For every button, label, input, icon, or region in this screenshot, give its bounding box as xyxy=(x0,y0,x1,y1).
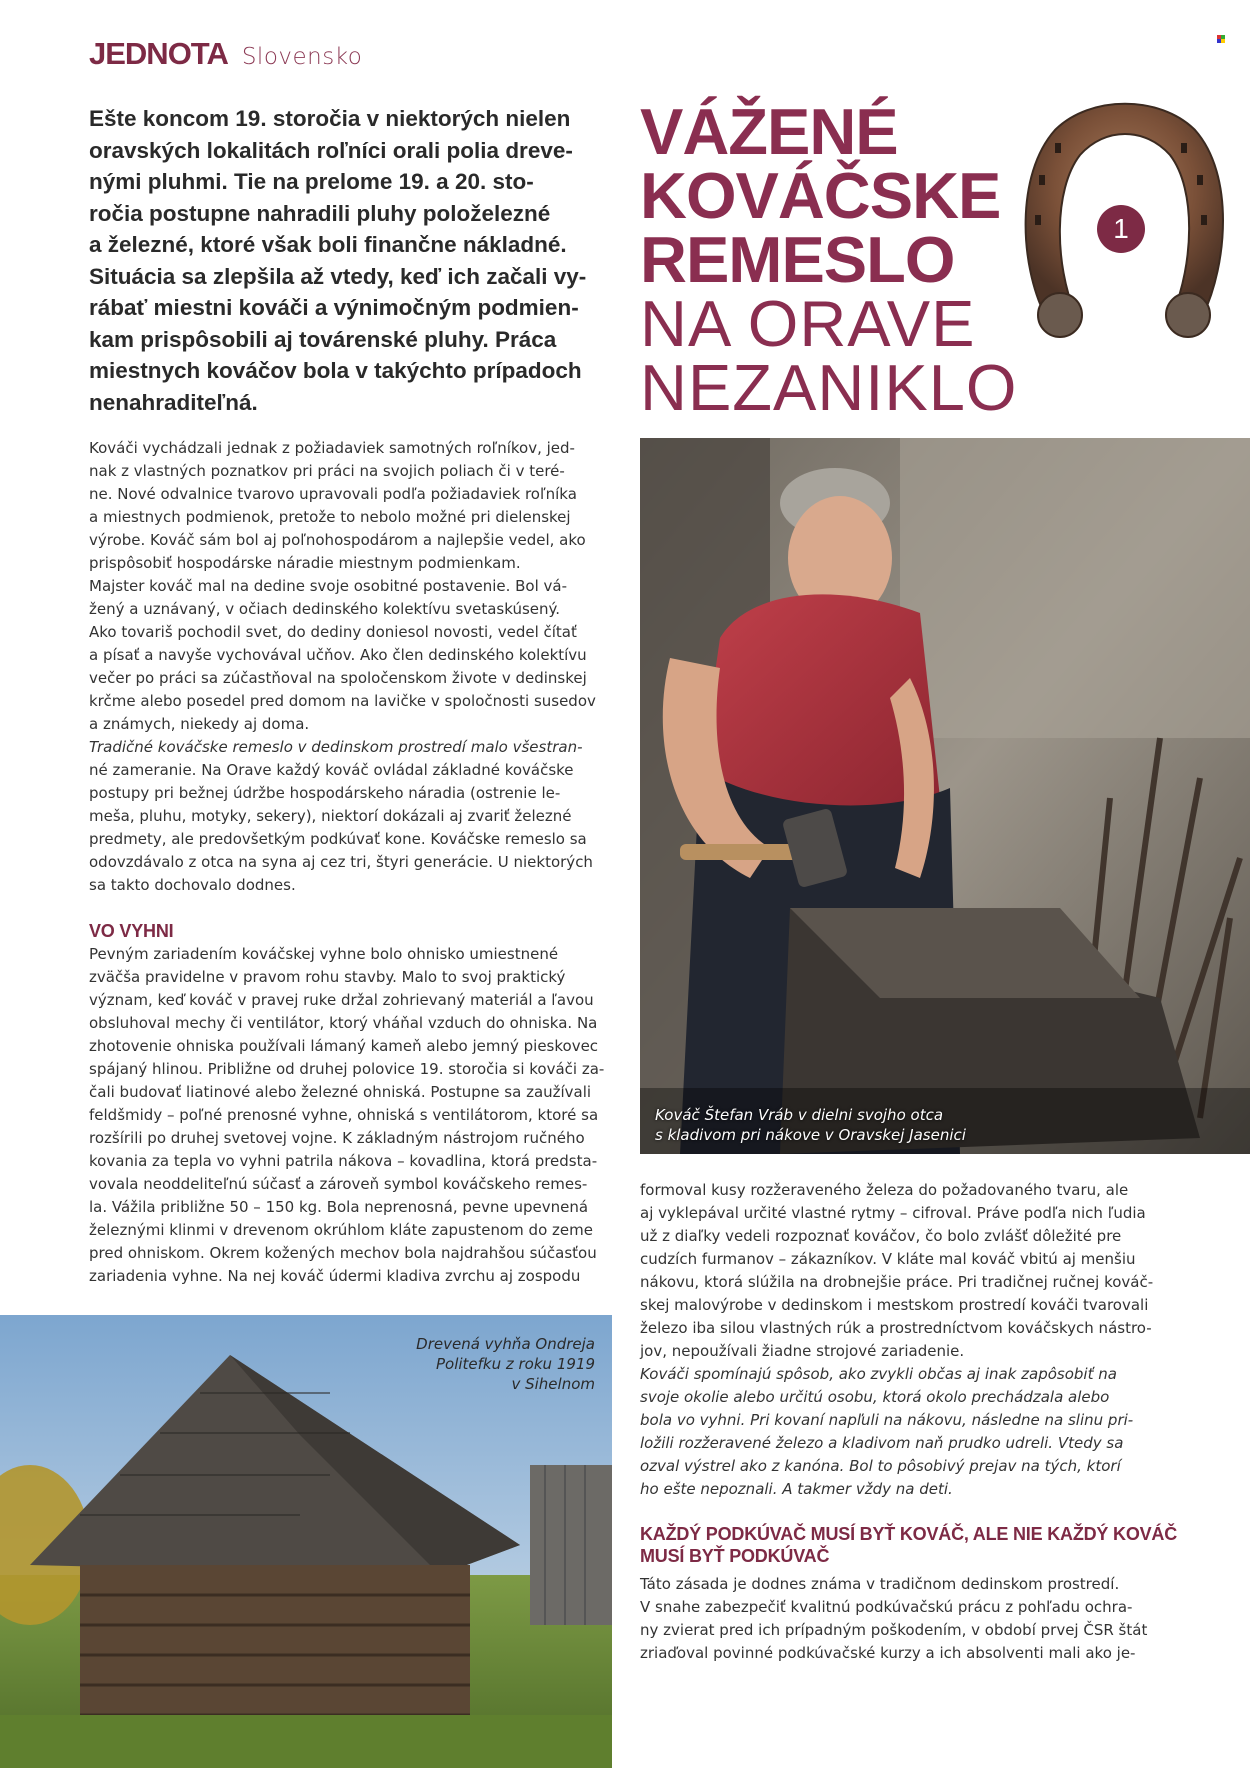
lead-line: nenahraditeľná. xyxy=(89,389,258,415)
body-line: zväčša pravidelne v pravom rohu stavby. Malo to svoj praktický xyxy=(89,968,566,986)
title-line: KOVÁČSKE xyxy=(640,159,1001,232)
blacksmith-photo xyxy=(640,438,1250,1154)
body-line: Tradičné kováčske remeslo v dedinskom prostredí malo všestran- xyxy=(89,738,583,756)
lead-line: nými pluhmi. Tie na prelome 19. a 20. sto- xyxy=(89,169,534,194)
caption-line: v Sihelnom xyxy=(511,1375,595,1393)
subheading-line: MUSÍ BYŤ PODKÚVAČ xyxy=(640,1546,830,1566)
body-line: a písať a navyše vychovával učňov. Ako člen dedinského kolektívu xyxy=(89,646,587,664)
body-line: bola vo vyhni. Pri kovaní napľuli na nákovu, následne na slinu pri- xyxy=(640,1411,1134,1429)
body-line: cudzích furmanov – zákazníkov. V kláte mal kováč vbitú aj menšiu xyxy=(640,1250,1136,1268)
body-line: ho ešte nepoznali. A takmer vždy na deti. xyxy=(640,1480,953,1498)
body-line: Táto zásada je dodnes známa v tradičnom dedinskom prostredí. xyxy=(640,1575,1120,1593)
body-line: Pevným zariadením kováčskej vyhne bolo ohnisko umiestnené xyxy=(89,945,559,963)
body-line: predmety, ale predovšetkým podkúvať kone. Kováčske remeslo sa xyxy=(89,830,587,848)
body-text-col2 xyxy=(640,1179,1162,1501)
body-line: výrobe. Kováč sám bol aj poľnohospodárom a najlepšie vedel, ako xyxy=(89,531,586,549)
article-title xyxy=(640,95,1040,424)
lead-line: a železné, ktoré však boli finančne nákladné. xyxy=(89,232,567,257)
body-line: skej malovýrobe v dedinskom i mestskom prostredí kováči tvarovali xyxy=(640,1296,1149,1314)
body-line: Ako tovariš pochodil svet, do dediny doniesol novosti, vedel čítať xyxy=(89,623,577,641)
body-line: zriaďoval povinné podkúvačské kurzy a ich absolventi mali ako je- xyxy=(640,1644,1136,1662)
lead-paragraph xyxy=(89,103,609,418)
body-line: ny zvierat pred ich prípadným poškodením, v období prvej ČSR štát xyxy=(640,1621,1148,1639)
title-line: NEZANIKLO xyxy=(640,351,1018,424)
body-line: jov, nepoužívali žiadne strojové zariadenie. xyxy=(640,1342,965,1360)
body-line: nákovu, ktorá slúžila na drobnejšie práce. Pri tradičnej ručnej kováč- xyxy=(640,1273,1154,1291)
body-line: odovzdávalo z otca na syna aj cez tri, štyri generácie. U niektorých xyxy=(89,853,593,871)
body-line: krčme alebo posedel pred domom na lavičke v spoločnosti susedov xyxy=(89,692,596,710)
body-line: né zameranie. Na Orave každý kováč ovládal základné kováčske xyxy=(89,761,574,779)
brand-name: JEDNOTA xyxy=(89,36,228,71)
color-dots-icon xyxy=(1217,35,1225,43)
caption-line: Politefku z roku 1919 xyxy=(435,1355,595,1373)
body-line: ne. Nové odvalnice tvarovo upravovali podľa požiadaviek roľníka xyxy=(89,485,577,503)
lead-line: Situácia sa zlepšila až vtedy, keď ich začali vy- xyxy=(89,263,587,289)
body-line: a známych, niekedy aj doma. xyxy=(89,715,310,733)
body-line: Kováči spomínajú spôsob, ako zvykli občas aj inak zapôsobiť na xyxy=(640,1365,1117,1383)
body-line: prispôsobiť hospodárske náradie miestnym podmienkam. xyxy=(89,554,521,572)
lead-line: kam prispôsobili aj továrenské pluhy. Práca xyxy=(89,326,557,352)
body-line: sa takto dochovalo dodnes. xyxy=(89,876,296,894)
body-line: formoval kusy rozžeraveného železa do požadovaného tvaru, ale xyxy=(640,1181,1129,1199)
body-text-col2b xyxy=(640,1573,1162,1665)
body-line: V snahe zabezpečiť kvalitnú podkúvačskú prácu z pohľadu ochra- xyxy=(640,1598,1133,1616)
body-line: zhotovenie ohniska používali lámaný kameň alebo jemný pieskovec xyxy=(89,1037,599,1055)
body-line: Kováči vychádzali jednak z požiadaviek samotných roľníkov, jed- xyxy=(89,439,575,457)
body-line: a miestnych podmienok, pretože to nebolo možné pri dielenskej xyxy=(89,508,571,526)
body-line: význam, keď kováč v pravej ruke držal zohrievaný materiál a ľavou xyxy=(89,991,594,1009)
title-line: REMESLO xyxy=(640,223,955,296)
body-line: postupy pri bežnej údržbe hospodárskeho náradia (ostrenie le- xyxy=(89,784,561,802)
body-line: obsluhoval mechy či ventilátor, ktorý vháňal vzduch do ohniska. Na xyxy=(89,1014,598,1032)
body-line: železo iba silou vlastných rúk a prostredníctvom kováčskych nástro- xyxy=(640,1319,1152,1337)
lead-line: rábať miestni kováči a výnimočným podmien- xyxy=(89,295,579,320)
body-line: ložili rozžeravené železo a kladivom naň prudko udreli. Vtedy sa xyxy=(640,1434,1124,1452)
body-line: ozval výstrel ako z kanóna. Bol to pôsobivý prejav na tých, ktorí xyxy=(640,1457,1121,1475)
photo-caption-blacksmith xyxy=(655,1105,966,1145)
body-line: pred ohniskom. Okrem kožených mechov bola najdrahšou súčasťou xyxy=(89,1244,597,1262)
lead-line: ročia postupne nahradili pluhy položelezné xyxy=(89,200,551,226)
body-line: meša, pluhu, motyky, sekery), niektorí dokázali aj zvariť železné xyxy=(89,807,572,825)
caption-line: Kováč Štefan Vráb v dielni svojho otca xyxy=(655,1106,944,1124)
subheading-line: KAŽDÝ PODKÚVAČ MUSÍ BYŤ KOVÁČ, ALE NIE KAŽDÝ KOVÁČ xyxy=(640,1524,1178,1544)
body-line: večer po práci sa zúčastňoval na spoločenskom živote v dedinskej xyxy=(89,669,587,687)
body-line: Majster kováč mal na dedine svoje osobitné postavenie. Bol vá- xyxy=(89,577,568,595)
brand-region: Slovensko xyxy=(241,44,363,70)
photo-caption-forge xyxy=(380,1334,595,1394)
body-line: žený a uznávaný, v očiach dedinského kolektívu svetaskúsený. xyxy=(89,600,561,618)
body-line: aj vyklepával určité vlastné rytmy – cifroval. Práve podľa nich ľudia xyxy=(640,1204,1146,1222)
brand-logo xyxy=(89,36,362,72)
lead-line: oravských lokalitách roľníci orali polia dreve- xyxy=(89,137,573,163)
body-line: nak z vlastných poznatkov pri práci na svojich poliach či v teré- xyxy=(89,462,565,480)
subheading-kazdy-podkuvac xyxy=(640,1523,1178,1567)
body-line: la. Vážila približne 50 – 150 kg. Bola neprenosná, pevne upevnená xyxy=(89,1198,589,1216)
title-line: NA ORAVE xyxy=(640,287,976,360)
body-text-col1b xyxy=(89,943,611,1288)
body-text-col1 xyxy=(89,437,611,897)
lead-line: Ešte koncom 19. storočia v niektorých nielen xyxy=(89,106,571,131)
body-line: kovania za tepla vo vyhni patrila nákova – kovadlina, ktorá predsta- xyxy=(89,1152,598,1170)
caption-line: s kladivom pri nákove v Oravskej Jasenici xyxy=(655,1126,966,1144)
subheading-vo-vyhni: VO VYHNI xyxy=(89,921,174,941)
caption-line: Drevená vyhňa Ondreja xyxy=(416,1335,595,1353)
body-line: spájaný hlinou. Približne od druhej polovice 19. storočia si kováči za- xyxy=(89,1060,605,1078)
body-line: vovala neoddeliteľnú súčasť a zároveň symbol kováčskeho remes- xyxy=(89,1175,588,1193)
body-line: už z diaľky vedeli rozpoznať kováčov, čo bolo zvlášť dôležité pre xyxy=(640,1227,1122,1245)
article-number-badge: 1 xyxy=(1097,205,1145,253)
lead-line: miestnych kováčov bola v takýchto prípadoch xyxy=(89,358,582,383)
body-line: feldšmidy – poľné prenosné vyhne, ohniská s ventilátorom, ktoré sa xyxy=(89,1106,599,1124)
body-line: zariadenia vyhne. Na nej kováč údermi kladiva zvrchu aj zospodu xyxy=(89,1267,581,1285)
title-line: VÁŽENÉ xyxy=(640,95,898,168)
body-line: čali budovať liatinové alebo železné ohniská. Postupne sa zaužívali xyxy=(89,1083,592,1101)
body-line: svoje okolie alebo určitú osobu, ktorá okolo prechádzala alebo xyxy=(640,1388,1110,1406)
body-line: rozšírili po druhej svetovej vojne. K základným nástrojom ručného xyxy=(89,1129,585,1147)
body-line: železnými klinmi v drevenom okrúhlom kláte zapustenom do zeme xyxy=(89,1221,593,1239)
